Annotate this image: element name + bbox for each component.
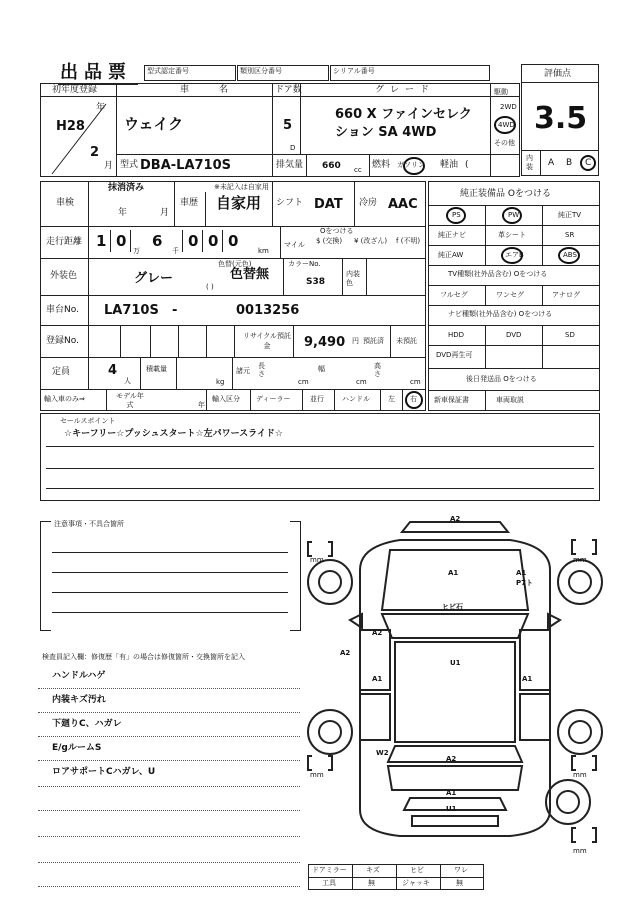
interior-label: 内装: [526, 154, 533, 171]
import-class-label: 輸入区分: [212, 395, 240, 403]
footer-crack: ヒビ: [410, 866, 424, 874]
chassis-number: 0013256: [236, 303, 300, 318]
equip-abs[interactable]: ABS: [563, 251, 577, 259]
mileage-digit: 0: [228, 232, 239, 250]
cc-unit: cc: [354, 166, 362, 174]
notes-label: 注意事項・不具合箇所: [54, 520, 124, 528]
equip-abs-circle: [558, 247, 580, 264]
damage-mark: A2: [450, 515, 461, 523]
dims-height: 高さ: [374, 362, 381, 378]
inspection-label: 車検: [56, 198, 75, 208]
type-cert-field[interactable]: 型式認定番号: [144, 65, 236, 81]
dims-cm: cm: [356, 378, 367, 386]
repaint-label: 色替(元色): [218, 260, 252, 268]
vehicle-name: ウェイク: [124, 115, 184, 133]
mileage-digit: 0: [208, 232, 219, 250]
displacement-value: 660: [322, 161, 341, 171]
later-manual[interactable]: 車両取説: [496, 396, 524, 404]
equip-airbag[interactable]: エアB: [505, 251, 524, 259]
damage-mark: W2: [376, 749, 389, 757]
tv-title: TV種類(社外品含む) Oをつける: [448, 270, 548, 278]
damage-mark: A1: [522, 675, 533, 683]
footer-scratch: キズ: [366, 866, 380, 874]
shift-value: DAT: [314, 197, 343, 212]
handle-right-circle: [405, 391, 423, 409]
mm-label: mm: [310, 556, 324, 564]
equip-ps-circle: [446, 207, 466, 224]
notes-bracket-left: [40, 521, 51, 631]
exterior-color: グレー: [134, 271, 174, 286]
mm-label: mm: [573, 771, 587, 779]
first-reg-month: 2: [90, 145, 100, 160]
damage-mark: U1: [450, 659, 461, 667]
equip-navi[interactable]: 純正ナビ: [438, 231, 466, 239]
drive-4wd-circle: [494, 116, 516, 134]
model-year-label: モデル年式: [116, 392, 144, 409]
import-label: 輸入車のみ⇒: [44, 395, 85, 403]
damage-mark: A1: [448, 569, 459, 577]
navi-sd[interactable]: SD: [565, 331, 575, 339]
tv-analog[interactable]: アナログ: [552, 291, 580, 299]
equip-ps[interactable]: PS: [452, 211, 461, 219]
displacement-label: 排気量: [276, 160, 304, 170]
footer-tools-value: 無: [368, 879, 375, 887]
usage-note: ※未記入は自家用: [214, 183, 269, 191]
inspection-month-unit: 月: [160, 208, 170, 218]
drive-label: 駆動: [494, 88, 508, 96]
model-year-unit: 年: [198, 401, 205, 409]
tv-fullseg[interactable]: フルセグ: [440, 291, 468, 299]
mileage-digit: 1: [96, 232, 107, 250]
damage-mark: A1: [446, 789, 457, 797]
damage-mark: A2: [372, 629, 383, 637]
grade-label: グレード: [375, 85, 436, 95]
handle-left[interactable]: 左: [388, 395, 395, 403]
mileage-unknown[interactable]: f (不明): [396, 237, 421, 245]
damage-mark: P7ト: [516, 579, 534, 587]
equip-pw[interactable]: PW: [508, 211, 520, 219]
navi-title: ナビ種類(社外品含む) Oをつける: [448, 310, 553, 318]
ac-value: AAC: [388, 197, 418, 212]
fuel-other[interactable]: (: [465, 160, 469, 170]
damage-mark: A1: [516, 569, 527, 577]
interior-grade-a[interactable]: A: [548, 158, 555, 168]
evaluation-score: 3.5: [534, 101, 588, 136]
footer-break: ワレ: [454, 866, 468, 874]
repaint-paren: ( ): [206, 283, 214, 291]
load-unit: kg: [216, 378, 225, 386]
chassis-prefix: LA710S: [104, 303, 159, 318]
interior-grade-b[interactable]: B: [566, 158, 573, 168]
color-no-value: S38: [306, 277, 326, 287]
damage-mark: A2: [340, 649, 351, 657]
year-unit: 年: [96, 103, 106, 113]
dims-cm: cm: [298, 378, 309, 386]
model-label: 型式: [120, 160, 139, 170]
mileage-circle-note: Oをつける: [320, 227, 354, 235]
note-item: E/gルームS: [52, 743, 102, 753]
footer-mirror: ドアミラー: [312, 866, 347, 874]
mileage-digit: 0: [188, 232, 199, 250]
mileage-exchanged[interactable]: $ (交換): [316, 237, 343, 245]
fuel-label: 燃料: [372, 160, 391, 170]
grade-line1: 660 X ファインセレク: [335, 107, 472, 122]
month-unit: 月: [104, 161, 114, 171]
note-item: 下廻りC、ハガレ: [52, 719, 122, 729]
mileage-altered[interactable]: ¥ (改ざん): [354, 237, 388, 245]
shift-label: シフト: [276, 198, 304, 208]
equip-airbag-circle: [501, 247, 523, 264]
inspector-label: 検査員記入欄：修復歴「有」の場合は修復箇所・交換箇所を記入: [42, 653, 245, 661]
dims-width: 幅: [318, 365, 325, 373]
equipment-title: 純正装備品 Oをつける: [460, 189, 551, 199]
capacity-unit: 人: [124, 377, 131, 385]
door-count: 5: [283, 118, 293, 133]
mm-label: mm: [573, 847, 587, 855]
mileage-digit: 0: [116, 232, 127, 250]
handle-label: ハンドル: [342, 395, 370, 403]
usage-value: 自家用: [216, 194, 262, 212]
door-sub: D: [290, 144, 296, 152]
mileage-unit-sen: 千: [172, 247, 179, 255]
mm-label: mm: [310, 771, 324, 779]
import-parallel[interactable]: 並行: [310, 395, 324, 403]
load-label: 積載量: [146, 365, 167, 373]
mileage-digit: 6: [152, 232, 163, 250]
registration-label: 登録No.: [46, 336, 79, 346]
fuel-diesel[interactable]: 軽油: [440, 160, 459, 170]
first-reg-label: 初年度登録: [52, 85, 98, 95]
evaluation-label: 評価点: [544, 69, 572, 79]
recycle-label: リサイクル預託金: [242, 332, 292, 350]
interior-grade-c[interactable]: C: [585, 158, 592, 168]
mileage-unit-km: km: [258, 247, 269, 255]
first-reg-year: H28: [56, 119, 85, 134]
mm-label: mm: [573, 556, 587, 564]
equip-aw[interactable]: 純正AW: [438, 251, 464, 259]
category-number-field[interactable]: 類別区分番号: [237, 65, 329, 81]
inspection-year-unit: 年: [118, 208, 128, 218]
damage-mark: A2: [446, 755, 457, 763]
model-code: DBA-LA710S: [140, 158, 231, 173]
spec-block: [40, 181, 426, 411]
note-item: ロアサポートCハガレ、U: [52, 767, 156, 777]
exterior-label: 外装色: [50, 271, 78, 281]
fuel-gasoline-circle: [403, 157, 425, 175]
repaint-value: 色替無: [230, 267, 270, 282]
drive-4wd[interactable]: 4WD: [498, 121, 515, 129]
dims-cm: cm: [410, 378, 421, 386]
sales-point-text: ☆キーフリー☆プッシュスタート☆左パワースライド☆: [64, 429, 283, 439]
serial-number-field[interactable]: シリアル番号: [330, 65, 490, 81]
interior-c-circle: [580, 155, 596, 171]
note-item: ハンドルハゲ: [52, 671, 106, 681]
fuel-gasoline[interactable]: ガソリン: [397, 161, 425, 169]
drive-2wd[interactable]: 2WD: [500, 103, 517, 111]
footer-tools: 工具: [322, 879, 336, 887]
damage-mark: U1: [446, 805, 457, 813]
recycle-deposited[interactable]: 預託済: [363, 337, 384, 345]
footer-jack-value: 無: [456, 879, 463, 887]
inspection-value: 抹消済み: [108, 183, 145, 193]
navi-hdd[interactable]: HDD: [448, 331, 465, 339]
import-dealer[interactable]: ディーラー: [256, 395, 291, 403]
mileage-label: 走行距離: [46, 237, 83, 247]
doors-label: ドア数: [275, 85, 302, 95]
tv-oneseg[interactable]: ワンセグ: [496, 291, 524, 299]
capacity-value: 4: [108, 363, 118, 378]
grade-line2: ション SA 4WD: [335, 125, 437, 140]
chassis-dash: -: [172, 303, 178, 318]
interior-color-label: 内装色: [346, 270, 360, 287]
equip-tv[interactable]: 純正TV: [558, 211, 582, 219]
ac-label: 冷房: [359, 198, 378, 208]
note-item: 内装キズ汚れ: [52, 695, 106, 705]
name-label: 車名: [180, 85, 259, 95]
later-title: 後日発送品 Oをつける: [466, 375, 537, 383]
equip-pw-circle: [502, 207, 522, 224]
capacity-label: 定員: [52, 367, 71, 377]
dims-length: 長さ: [258, 362, 265, 378]
page-title: 出品票: [60, 62, 132, 83]
later-warranty[interactable]: 新車保証書: [434, 396, 469, 404]
navi-dvd[interactable]: DVD: [506, 331, 522, 339]
usage-label: 車歴: [180, 198, 199, 208]
recycle-not-deposited[interactable]: 未預託: [396, 337, 417, 345]
color-no-label: カラーNo.: [288, 260, 321, 268]
drive-other[interactable]: その他: [494, 139, 515, 147]
equip-leather[interactable]: 革シート: [498, 231, 526, 239]
damage-mark: A1: [372, 675, 383, 683]
equip-sr[interactable]: SR: [565, 231, 575, 239]
chassis-label: 車台No.: [46, 305, 79, 315]
recycle-unit: 円: [352, 337, 359, 345]
damage-mark: ヒビ石: [442, 603, 463, 611]
dims-label: 諸元: [236, 367, 250, 375]
handle-right[interactable]: 右: [410, 395, 417, 403]
mileage-mile[interactable]: マイル: [284, 241, 305, 249]
mileage-unit-man: 万: [133, 247, 140, 255]
recycle-value: 9,490: [304, 335, 346, 350]
footer-jack: ジャッキ: [402, 879, 430, 887]
sales-point-label: セールスポイント: [60, 417, 116, 425]
dvd-play[interactable]: DVD再生可: [436, 351, 473, 359]
